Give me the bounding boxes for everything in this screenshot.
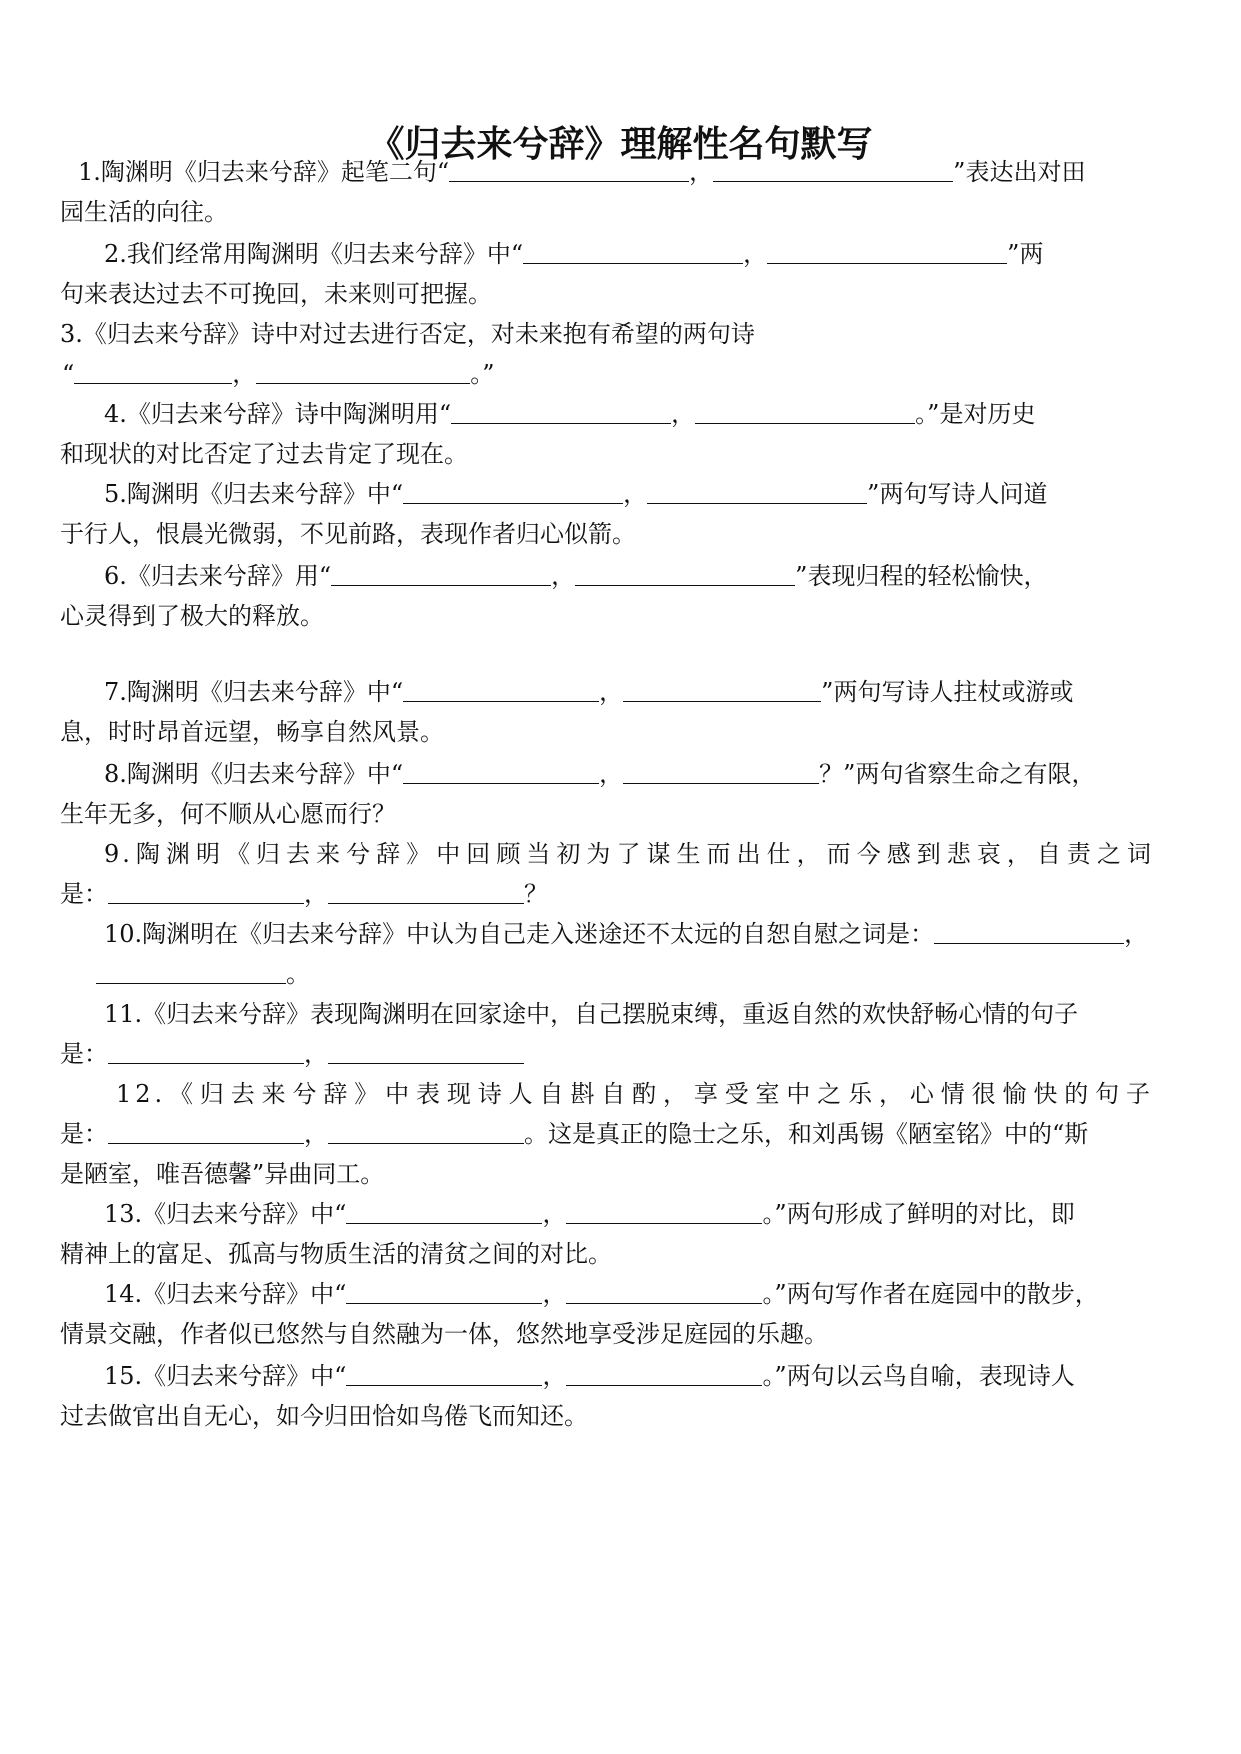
question-12-line-1: 12.《归去来兮辞》中表现诗人自斟自酌，享受室中之乐，心情很愉快的句子 — [116, 1080, 1154, 1108]
answer-blank[interactable] — [74, 353, 232, 384]
answer-blank[interactable] — [623, 671, 821, 702]
answer-blank[interactable] — [403, 753, 599, 784]
answer-blank[interactable] — [346, 1273, 542, 1304]
question-14-line-1: 14.《归去来兮辞》中“ ， 。”两句写作者在庭园中的散步， — [104, 1272, 1099, 1316]
question-11-line-2: 是： ， — [60, 1032, 524, 1076]
question-8-line-1: 8.陶渊明《归去来兮辞》中“ ， ？”两句省察生命之有限， — [104, 752, 1095, 796]
answer-blank[interactable] — [108, 873, 304, 904]
question-13-line-2: 精神上的富足、孤高与物质生活的清贫之间的对比。 — [60, 1240, 612, 1268]
question-11-line-1: 11.《归去来兮辞》表现陶渊明在回家途中，自己摆脱束缚，重返自然的欢快舒畅心情的句子 — [104, 1000, 1079, 1028]
answer-blank[interactable] — [96, 953, 286, 984]
answer-blank[interactable] — [566, 1273, 762, 1304]
answer-blank[interactable] — [328, 1113, 524, 1144]
answer-blank[interactable] — [256, 353, 470, 384]
answer-blank[interactable] — [767, 233, 1007, 264]
answer-blank[interactable] — [623, 753, 819, 784]
question-12-line-2: 是： ， 。这是真正的隐士之乐，和刘禹锡《陋室铭》中的“斯 — [60, 1112, 1088, 1156]
question-10-line-2: 。 — [96, 952, 310, 996]
question-3-line-1: 3.《归去来兮辞》诗中对过去进行否定，对未来抱有希望的两句诗 — [60, 320, 755, 348]
question-7-line-2: 息，时时昂首远望，畅享自然风景。 — [60, 718, 444, 746]
answer-blank[interactable] — [566, 1193, 762, 1224]
question-5-line-1: 5.陶渊明《归去来兮辞》中“ ， ”两句写诗人问道 — [104, 472, 1047, 516]
question-15-line-2: 过去做官出自无心，如今归田恰如鸟倦飞而知还。 — [60, 1402, 588, 1430]
question-9-line-1: 9.陶渊明《归去来兮辞》中回顾当初为了谋生而出仕，而今感到悲哀，自责之词 — [104, 840, 1154, 868]
question-2-line-2: 句来表达过去不可挽回，未来则可把握。 — [60, 280, 492, 308]
answer-blank[interactable] — [695, 393, 915, 424]
question-7-line-1: 7.陶渊明《归去来兮辞》中“ ， ”两句写诗人拄杖或游或 — [104, 670, 1073, 714]
answer-blank[interactable] — [346, 1193, 542, 1224]
answer-blank[interactable] — [647, 473, 867, 504]
question-8-line-2: 生年无多，何不顺从心愿而行？ — [60, 800, 396, 828]
answer-blank[interactable] — [566, 1355, 762, 1386]
question-4-line-2: 和现状的对比否定了过去肯定了现在。 — [60, 440, 468, 468]
answer-blank[interactable] — [328, 1033, 524, 1064]
answer-blank[interactable] — [523, 233, 743, 264]
answer-blank[interactable] — [575, 555, 795, 586]
question-4-line-1: 4.《归去来兮辞》诗中陶渊明用“ ， 。”是对历史 — [104, 392, 1035, 436]
answer-blank[interactable] — [346, 1355, 542, 1386]
question-9-line-2: 是： ， ？ — [60, 872, 548, 916]
question-6-line-1: 6.《归去来兮辞》用“ ， ”表现归程的轻松愉快， — [104, 554, 1047, 598]
question-15-line-1: 15.《归去来兮辞》中“ ， 。”两句以云鸟自喻，表现诗人 — [104, 1354, 1075, 1398]
question-3-line-2: “ ， 。” — [62, 352, 495, 396]
answer-blank[interactable] — [449, 151, 689, 182]
question-2-line-1: 2.我们经常用陶渊明《归去来兮辞》中“ ， ”两 — [104, 232, 1043, 276]
question-14-line-2: 情景交融，作者似已悠然与自然融为一体，悠然地享受涉足庭园的乐趣。 — [60, 1320, 828, 1348]
question-1-line-2: 园生活的向往。 — [60, 198, 228, 226]
question-12-line-3: 是陋室，唯吾德馨”异曲同工。 — [60, 1160, 385, 1188]
answer-blank[interactable] — [713, 151, 953, 182]
answer-blank[interactable] — [328, 873, 524, 904]
answer-blank[interactable] — [403, 473, 623, 504]
answer-blank[interactable] — [331, 555, 551, 586]
answer-blank[interactable] — [934, 913, 1124, 944]
answer-blank[interactable] — [108, 1033, 304, 1064]
question-6-line-2: 心灵得到了极大的释放。 — [60, 602, 324, 630]
question-1-line-1: 1.陶渊明《归去来兮辞》起笔二句“ ， ”表达出对田 — [78, 150, 1085, 194]
answer-blank[interactable] — [108, 1113, 304, 1144]
answer-blank[interactable] — [451, 393, 671, 424]
answer-blank[interactable] — [403, 671, 599, 702]
question-5-line-2: 于行人，恨晨光微弱，不见前路，表现作者归心似箭。 — [60, 520, 636, 548]
question-10-line-1: 10.陶渊明在《归去来兮辞》中认为自己走入迷途还不太远的自恕自慰之词是： ， — [104, 912, 1148, 956]
page-title: 《归去来兮辞》理解性名句默写 — [368, 124, 873, 165]
question-13-line-1: 13.《归去来兮辞》中“ ， 。”两句形成了鲜明的对比，即 — [104, 1192, 1075, 1236]
